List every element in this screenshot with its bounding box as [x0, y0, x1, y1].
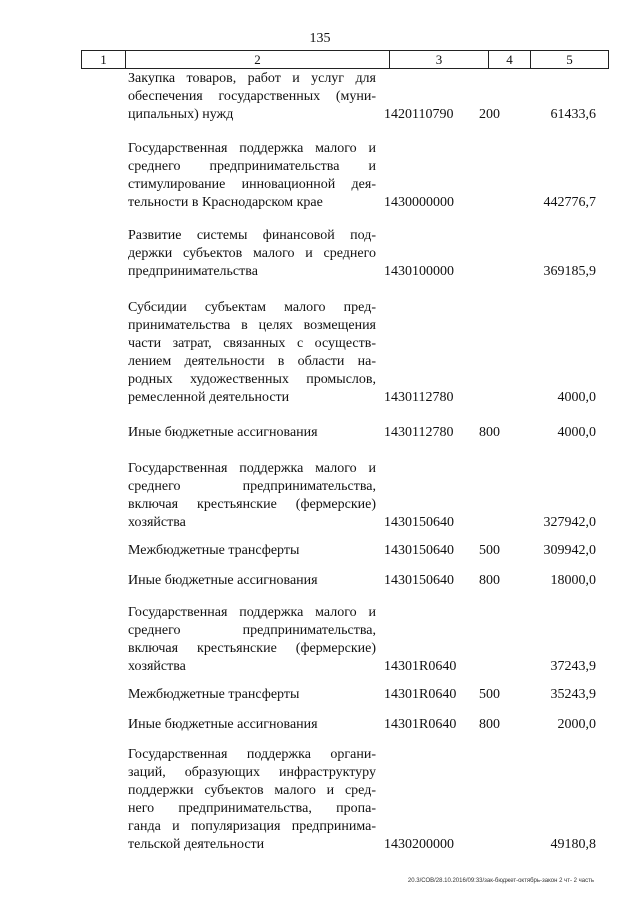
row-code: 1430150640 — [384, 543, 454, 558]
description-line: Государственная поддержка малого и — [128, 461, 376, 476]
description-line: Государственная поддержка малого и — [128, 605, 376, 620]
description-line: Межбюджетные трансферты — [128, 687, 300, 702]
description-line: Закупка товаров, работ и услуг для — [128, 71, 376, 86]
description-line: родных художественных промыслов, — [128, 372, 376, 387]
column-header-2: 2 — [126, 51, 390, 68]
row-amount: 2000,0 — [557, 717, 596, 732]
description-line: заций, образующих инфраструктуру — [128, 765, 376, 780]
row-code: 1430000000 — [384, 195, 454, 210]
column-header-row — [81, 50, 609, 69]
row-code: 14301R0640 — [384, 687, 457, 702]
column-header-4: 4 — [489, 51, 531, 68]
row-expense-type: 800 — [479, 425, 500, 440]
description-line: тельской деятельности — [128, 837, 265, 852]
description-line: обеспечения государственных (муни- — [128, 89, 376, 104]
row-description — [128, 686, 376, 704]
description-line: хозяйства — [128, 515, 186, 530]
description-line: держки субъектов малого и среднего — [128, 246, 376, 261]
description-line: среднего предпринимательства, — [128, 479, 376, 494]
row-amount: 442776,7 — [543, 195, 596, 210]
row-description — [128, 460, 376, 532]
row-code: 1430200000 — [384, 837, 454, 852]
row-code: 1420110790 — [384, 107, 454, 122]
row-expense-type: 800 — [479, 573, 500, 588]
row-code: 14301R0640 — [384, 717, 457, 732]
description-line: части затрат, связанных с осуществ- — [128, 336, 376, 351]
row-description — [128, 70, 376, 124]
page-number: 135 — [309, 31, 331, 46]
row-description — [128, 227, 376, 281]
description-line: ремесленной деятельности — [128, 390, 290, 405]
column-header-1: 1 — [82, 51, 126, 68]
description-line: среднего предпринимательства и — [128, 159, 376, 174]
row-amount: 327942,0 — [543, 515, 596, 530]
description-line: принимательства в целях возмещения — [128, 318, 376, 333]
row-code: 14301R0640 — [384, 659, 457, 674]
description-line: ганда и популяризация предпринима- — [128, 819, 376, 834]
description-line: поддержки субъектов малого и сред- — [128, 783, 376, 798]
footer-note: 20.3/СОВ/28.10.2016/09:33/зак-бюджет-октябрь-закон 2 чт- 2 часть — [407, 878, 594, 884]
description-line: тельности в Краснодарском крае — [128, 195, 323, 210]
description-line: включая крестьянские (фермерские) — [128, 641, 376, 656]
description-line: предпринимательства — [128, 264, 258, 279]
description-line: хозяйства — [128, 659, 186, 674]
row-description — [128, 542, 376, 560]
description-line: него предпринимательства, пропа- — [128, 801, 376, 816]
row-description — [128, 299, 376, 407]
description-line: Иные бюджетные ассигнования — [128, 425, 318, 440]
row-amount: 18000,0 — [550, 573, 596, 588]
row-description — [128, 140, 376, 212]
description-line: Иные бюджетные ассигнования — [128, 717, 318, 732]
row-code: 1430112780 — [384, 390, 454, 405]
description-line: Развитие системы финансовой под- — [128, 228, 376, 243]
description-line: лением деятельности в области на- — [128, 354, 376, 369]
row-description — [128, 572, 376, 590]
row-amount: 61433,6 — [550, 107, 596, 122]
row-amount: 369185,9 — [543, 264, 596, 279]
row-expense-type: 200 — [479, 107, 500, 122]
row-description — [128, 716, 376, 734]
description-line: ципальных) нужд — [128, 107, 234, 122]
row-expense-type: 800 — [479, 717, 500, 732]
row-code: 1430150640 — [384, 573, 454, 588]
row-expense-type: 500 — [479, 687, 500, 702]
description-line: Субсидии субъектам малого пред- — [128, 300, 376, 315]
row-description — [128, 746, 376, 854]
description-line: среднего предпринимательства, — [128, 623, 376, 638]
row-amount: 37243,9 — [550, 659, 596, 674]
row-code: 1430112780 — [384, 425, 454, 440]
description-line: Иные бюджетные ассигнования — [128, 573, 318, 588]
row-amount: 4000,0 — [557, 390, 596, 405]
row-description — [128, 424, 376, 442]
row-amount: 49180,8 — [550, 837, 596, 852]
description-line: включая крестьянские (фермерские) — [128, 497, 376, 512]
description-line: стимулирование инновационной дея- — [128, 177, 376, 192]
row-amount: 309942,0 — [543, 543, 596, 558]
column-header-5: 5 — [566, 52, 573, 67]
row-code: 1430100000 — [384, 264, 454, 279]
description-line: Межбюджетные трансферты — [128, 543, 300, 558]
row-amount: 4000,0 — [557, 425, 596, 440]
column-header-3: 3 — [390, 51, 489, 68]
description-line: Государственная поддержка органи- — [128, 747, 376, 762]
description-line: Государственная поддержка малого и — [128, 141, 376, 156]
row-code: 1430150640 — [384, 515, 454, 530]
row-description — [128, 604, 376, 676]
row-amount: 35243,9 — [550, 687, 596, 702]
row-expense-type: 500 — [479, 543, 500, 558]
